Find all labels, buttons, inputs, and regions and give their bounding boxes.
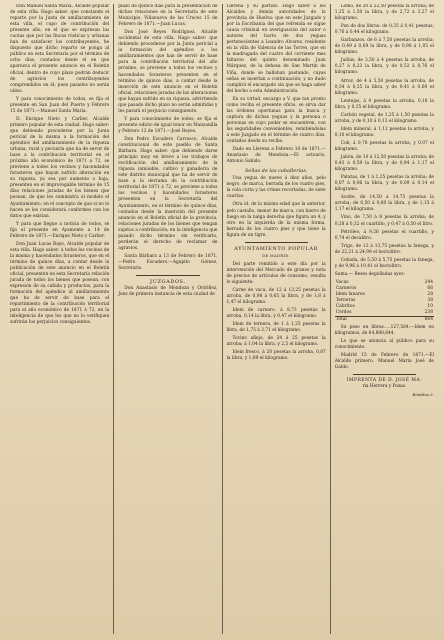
edict-villanueva-continued: plazo de quince días para la presentación de dichos relaciones en la Secretaría de este Municipio. Villanueva de las Cruces 15 de Febrero de 1871.—Juan Lucas.: [118, 4, 218, 28]
edict-ayamonte-closing: Y para que llegue a noticia de todos, se fija el presente en Ayamonte a 14 de Febrero de 1871.—Enrique Nieto y Carlier.: [10, 221, 110, 239]
section-divider: [136, 275, 199, 276]
public-notice-line: Lo que se anuncia al público para su conocimiento.: [334, 338, 434, 351]
price-line: Arroz, de 4 á 5,50 pesetas la arroba, de 0,34 á 0,35 la libra, y de 0,41 á 0,69 el kilogramo.: [334, 78, 434, 96]
edict-san-juan-closing: Y para conocimiento de todos, se fija el presente en San Juan del Puerto y Febrero 15 de 1871.—Manuel Santa María.: [10, 96, 110, 114]
edict-ayamonte: D. Enrique Nieto y Carlier, Alcalde primero popular de esta ciudad. Hago saber: que debiendo procederse por la Junta pericial de la misma a la formación del apéndice del amillaramiento de la riqueza urbana, rural y pecuaria que ha de servir de base a la contribución territorial en el próximo año económico de 1871 a 72, se previene a todos los vecinos y hacendados forasteros que hayan sufrido alteración en su riqueza, ya sea por aumento o baja, presenten en el improrogable término de 15 días relaciones juradas de los bienes que posean, de que les suministra el modelo el Ayuntamiento, en el concepto de que si no lo hacen se les considerará conformes con los datos que existan.: [10, 116, 110, 219]
slaughter-value: 244: [424, 279, 433, 285]
text-columns: [6, 4, 438, 634]
slaughter-value: 10: [427, 303, 433, 309]
section-subheading-madrid: DE MADRID.: [262, 253, 291, 258]
price-line: Trigo, de 13 á 13,75 pesetas la fanega, y de 22,21 á 24,99 el hectolitro.: [334, 243, 434, 255]
price-line: Tocino añejo, de 24 á 25 pesetas la arroba; á 1,04 la libra, y 2,5 el kilogramo.: [226, 336, 326, 348]
price-line: Carne de vaca, de 12 á 13,25 pesetas la arroba, de 0,98 á 0,65 la libra, y de 1,8 á 1,47 el kilogramo.: [226, 288, 326, 306]
column-1: [6, 4, 113, 634]
printer-imprint: IMPRENTA DE D. JOSÉ MA-: [346, 378, 423, 384]
slaughter-label: Vacas: [335, 279, 349, 285]
edict-san-juan: Don Manuel Santa María, Alcalde popular de esta villa. Hago saber: que constando el reparto por la Junta de amillaramiento de esta villa, el cupo de contribución del presente año, en el que se expresan las cuotas que por las fincas rústicas y urbanas han de satisfacer los contribuyentes, he dispuesto que dicho reparto se ponga al público en esta Secretaría por el término de ocho días, contados desde el en que aparezca el presente anuncio en el Boletín oficial, dentro de cuyo plazo podrán deducir de agravios los contribuyentes comprendidos en él; pues pasados no serán oídos.: [10, 4, 110, 94]
slaughter-value: 28: [427, 291, 433, 297]
column-4: [330, 4, 438, 634]
price-line: Idem mineral, á 1,12 pesetas la arroba, y 0,10 el kilogramo.: [334, 126, 434, 138]
imprint-divider: [353, 374, 416, 375]
slaughter-value: 238: [424, 309, 433, 315]
slaughter-label: Cabritos: [335, 303, 355, 309]
horse-description-1: Una yegua de nueve á diez años, pelo negro, de marca, herrada de los cuatro pies, la cola corta y las crines recortadas, de siete cuartas.: [226, 176, 326, 200]
price-line: Jabón, de 10 á 12,50 pesetas la arroba; de 0,43 á 0,59 la libra, y de 0,94 á 1,17 el kilogramo.: [334, 155, 434, 173]
court-notice-body: Llerena y su partido. Hago saber a los Alcaldes y demás autoridades de la provincia de Huelva: que en este Juzgado y por la Escribanía del que refrenda se sigue causa criminal en averiguación del autor o autores del hurto de dos yeguas pertenecientes a Leandro Alvarez, residente en la villa de Valencia de las Torres, que en la madrugada del cuatro del corriente mes faltaron del quinto denominado Juan Márquez, de la dehesa de San Martín de Viña, donde se hallaban pastando, cuyas señas se insertan a continuación; y no dudo cumplirá el encargado sin que se haga saber del hecho a esta Administración.: [226, 4, 326, 94]
summary-label: Suma.—: [334, 271, 353, 277]
horse-description-2: Otra id. de la misma edad que la anterior, pelo castaño, menor de marca, con hierro de fuego en la nalga derecha que figura un 4, y otro en la izquierda de la misma forma, herrada de los cuatro pies y que tiene la figura de un tigre.: [226, 202, 326, 238]
slaughter-table: [335, 280, 434, 323]
price-line: Pan de dos libras: de 0,35 á 0,41 pesetas; 0,76 á 0,44 el kilogramo.: [334, 24, 434, 36]
printer-imprint-sub: ria Herrera y Pozas.: [362, 384, 407, 390]
summary-title: Reses degolladas ayer:: [354, 271, 405, 277]
price-line: Carbón vegetal, de 1,25 á 1,50 pesetas la arroba, y de 0,10 á 0,13 el kilogramo.: [334, 112, 434, 124]
slaughter-total-row: [335, 316, 434, 323]
price-line: Judías, de 3,50 á 4 pesetas la arroba, de 0,27 á 0,23 la libra, y de 0,52 á 0,76 el kilogramo.: [334, 58, 434, 76]
price-line: Lentejas, á 4 pesetas la arroba, 0,18 la libra, y 0,35 el kilogramo.: [334, 98, 434, 110]
column-2: [113, 4, 221, 634]
court-notice-start: Don Anastasio de Mendoza y Ordóñez, Juez de primera instancia de esta ciudad de: [118, 286, 218, 298]
total-value: 664: [409, 316, 434, 323]
madrid-signature: Madrid 15 de Febrero de 1871.—El Alcalde primero, Manuel María José de Galdo.: [334, 353, 434, 371]
price-line: Vino, de 7,50 á 8 pesetas la arroba; de 0,28 á 0,32 el cuartillo, y 0,47 á 0,50 el litro.: [334, 215, 434, 227]
price-line: Idem de ternera, de 1 á 1,25 pesetas la libra, de 1,75 á 2,71 el kilogramo.: [226, 322, 326, 334]
slaughter-label: Carneros: [335, 285, 357, 291]
price-line: Lomo, de 20 á 22,50 pesetas la arroba; de 1,25 á 1,50 la libra, y de 2,72 á 3,27 el kilogramo.: [334, 4, 434, 22]
price-line: Idem fresco, á 20 pesetas la arroba, 0,87 la libra, y 1,89 el kilogramo.: [226, 350, 326, 362]
slaughter-label: Idem lanares: [335, 291, 365, 297]
slaughter-label: Terneras: [335, 297, 356, 303]
price-line: Petróleo, á 9,26 pesetas el cuartillo, y 0,74 el decalitro.: [334, 229, 434, 241]
price-line: Patatas, de 1 á 1,25 pesetas la arroba; de 0,07 á 0,06 la libra, y de 0,09 á 0,14 el kilogramo.: [334, 175, 434, 193]
slaughter-label: Cerdos: [335, 309, 352, 315]
price-line: Garbanzos, de 6 á 7,50 pesetas la arroba; de 0,49 á 0,69 la libra, y de 0,98 á 1,05 el kilogramo.: [334, 38, 434, 56]
section-heading-ayuntamiento: AYUNTAMIENTO POPULAR: [234, 245, 318, 252]
court-notice-request: En su virtud, encargo a V. que tan pronto como reciba el presente oficio, se sirva dar las órdenes oportunas para la busca y captura de dichas yeguas y la persona o personas en cuyo poder se encuentren, con las seguridades convenientes, remitiéndolas a este Juzgado en el término de cuatro días, contados desde su recibo.: [226, 96, 326, 145]
column-3: [222, 4, 330, 634]
slaughter-value: 66: [427, 285, 433, 291]
horse-description-title: Señas de las caballerías.: [244, 168, 308, 175]
section-heading-juzgados: JUZGADOS.: [150, 279, 186, 286]
edict-manzanilla: Don José Reyes Rodríguez, Alcalde accidental de esta villa. Hago saber: que debiendo procederse por la Junta pericial a la formación del apéndice a los amillaramientos que han de servir de base para la contribución territorial del año próximo, se previene a todos los vecinos y hacendados forasteros presenten en el término de quince días, a contar desde la inserción de este anuncio en el Boletín oficial, relaciones juradas de las alteraciones que hayan sufrido en su riqueza, advirtiendo que pasado dicho plazo no serán admitidas y les parará el perjuicio consiguiente.: [118, 30, 218, 114]
price-line: Aceite, de 14,50 á 14,75 pesetas la arroba; de 0,50 á 0,60 la libra, y de 1,15 á 1,17 el kilogramo.: [334, 195, 434, 213]
section-divider: [245, 242, 308, 243]
price-line: Cebada, de 5,50 á 5,75 pesetas la fanega, y de 9,96 á 10,41 el hectolitro.: [334, 257, 434, 269]
court-notice-closing: Dado en Llerena a Febrero 10 de 1871.—Anastasio de Mendoza.—El actuario, Antonio Sabido.: [226, 147, 326, 165]
total-label: Total: [335, 316, 409, 323]
edict-santa-barbara-closing: Santa Bárbara a 13 de Febrero de 1871.—Pedro Escudero.—Agapito Gómez, Secretario.: [118, 253, 218, 271]
weight-line: Su peso en libras.....127,584.—Idem en kilogramos, de 64,888,644.: [334, 324, 434, 336]
slaughter-value: 38: [427, 297, 433, 303]
edict-manzanilla-closing: Y para conocimiento de todos, se fija el presente edicto de igual tenor en Manzanilla y Febrero 12 de 1871.—José Reyes.: [118, 116, 218, 134]
price-line: Cok, á 0,78 pesetas la arroba, y 0,07 el kilogramo.: [334, 140, 434, 152]
slaughter-summary-title: [335, 272, 434, 278]
edict-santa-barbara: Don Pedro Escudero Carrasco, Alcalde constitucional de este pueblo de Santa Bárbara. Hago saber: que debiendo darse principio muy en breve a los trabajos de rectificación del amillaramiento de la riqueza inmueble, cultivo y ganadería de este distrito municipal que ha de servir de base a la derrama de la contribución territorial de 1871 á 72, se previene a todos los vecinos y hacendados forasteros presenten en la Secretaría del Ayuntamiento, en el término de quince días, contados desde la inserción del presente anuncio en el Boletín oficial de la provincia, relaciones juradas de los bienes que tengan sujetos a contribución; en la inteligencia que pasado dicho término sin verificarlo, perderán el derecho de reclamar de agravios.: [118, 136, 218, 251]
market-intro: Del parte remitido a este día por la intervención del Mercado de granos y nota de precios de artículos de consumo, resulta lo siguiente:: [226, 261, 326, 285]
price-line: Idem de carnero, á 8,73 pesetas la arroba, 0,14 la libra, y 0,47 el kilogramo.: [226, 308, 326, 320]
edict-villanueva: Don Juan Lucas Bayo, Alcalde popular de esta villa. Hago saber: á todos los vecinos de la misma y hacendados forasteros, que en el término de quince días, a contar desde la publicación de este anuncio en el Boletín oficial, presenten en esta Secretaría relación jurada de todos los bienes que posean, con expresión de su cabida y productos, para la formación del apéndice al amillaramiento que ha de servir de base para el repartimiento de la contribución territorial para el año económico de 1871 á 72, en la inteligencia de que los que no lo verifiquen sufrirán los perjuicios consiguientes.: [10, 241, 110, 326]
page-marker: Bóntilas 5.: [412, 392, 434, 398]
